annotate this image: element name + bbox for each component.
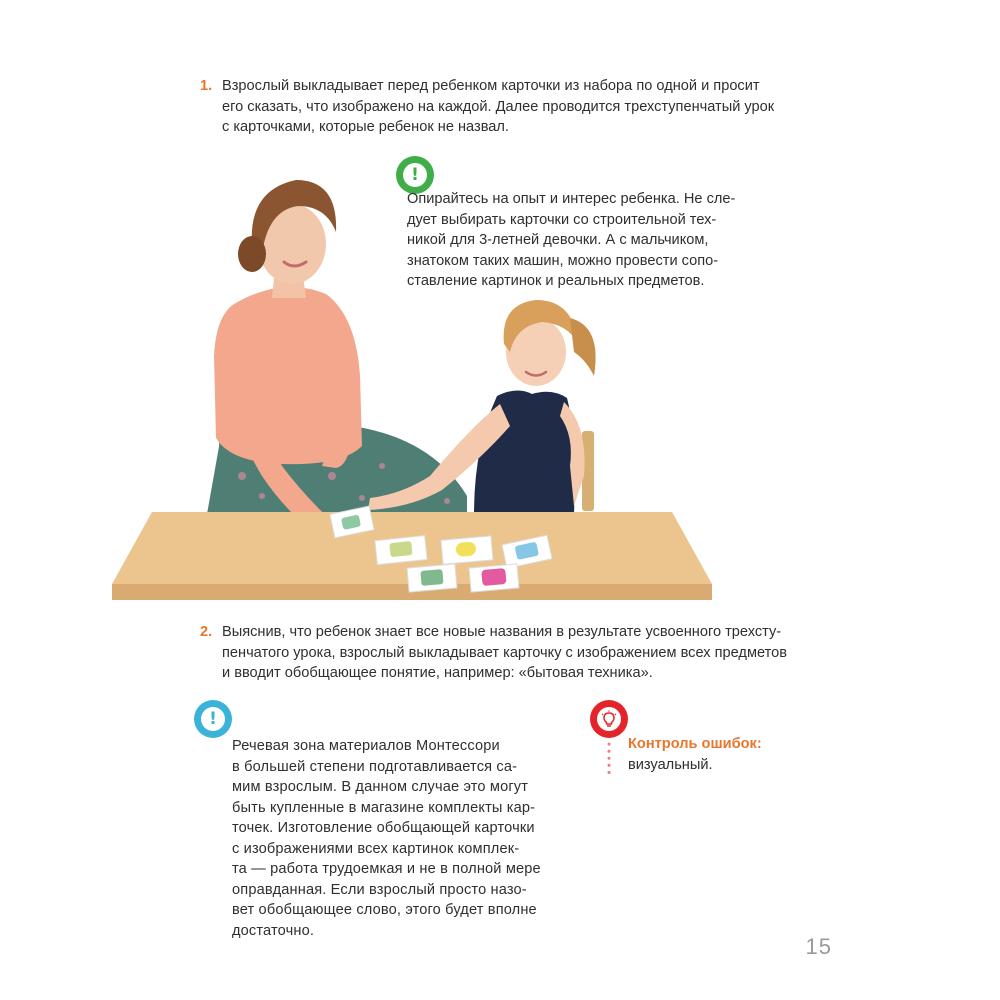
card <box>407 564 457 592</box>
photo-woman-and-girl-with-cards <box>112 176 722 602</box>
step-text: Взрослый выкладывает перед ребенком карточки из набора по одной и просит его сказать, что изображено на каждой. Далее проводится трехступенчатый урок с карточками, которые ребенок не назвал. <box>222 78 775 135</box>
error-control-text <box>628 734 808 775</box>
girl-ponytail <box>570 318 596 376</box>
tip-text: Опирайтесь на опыт и интерес ребенка. Не сле- дует выбирать карточки со строительной тех- никой для 3-летней девочки. А с мальчиком, знатоком таких машин, можно провести сопо- ставление картинок и реальных предметов. <box>407 191 736 289</box>
girl-dress <box>474 390 575 514</box>
tip-note-blue <box>190 696 580 939</box>
step-2 <box>200 622 820 684</box>
card <box>469 564 519 592</box>
exclamation-icon: ! <box>201 707 225 731</box>
step-number: 2. <box>200 624 213 640</box>
woman-hair-bun <box>238 236 266 272</box>
page-number: 15 <box>805 934 832 959</box>
error-control-value: визуальный. <box>628 756 713 773</box>
card <box>441 536 493 564</box>
step-1 <box>200 76 820 138</box>
error-control-label: Контроль ошибок: <box>628 736 762 752</box>
tip-text: Речевая зона материалов Монтессори в большей степени подготавливается са- мим взрослым. В данном случае это могут быть купленные в магазине комплекты кар- точек. Изготовление обобщающей карточки с изображениями всех картинок комплек- та — работа трудоемкая и не в полной мере оправданная. Если взрослый просто назо- вет обобщающее слово, этого будет вполне достаточно. <box>232 738 541 939</box>
step-text: Выяснив, что ребенок знает все новые названия в результате усвоенного трехсту- пенчатого урока, взрослый выкладывает карточку с изображением всех предметов и вводит обобщающее понятие, например: «бытовая техника». <box>222 624 787 681</box>
exclamation-icon: ! <box>403 163 427 187</box>
error-control-note <box>586 696 816 792</box>
card <box>375 536 427 565</box>
step-number: 1. <box>200 78 213 94</box>
